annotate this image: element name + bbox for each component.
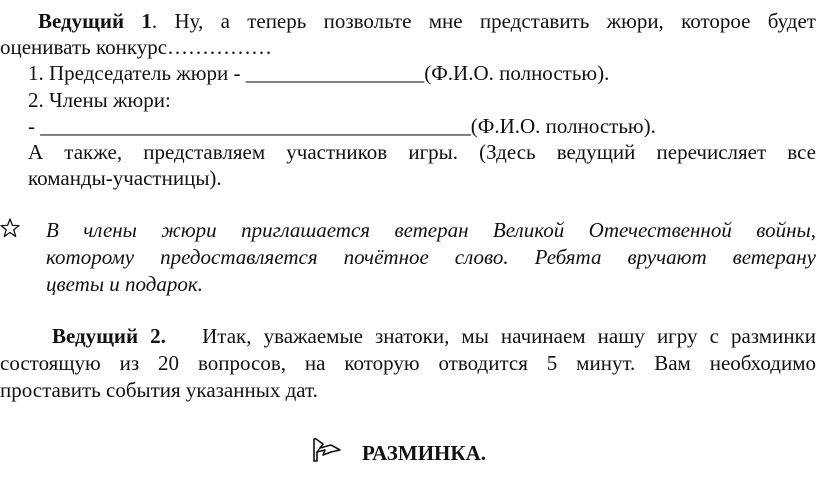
paragraph-host1-line2: оценивать конкурс…………… — [0, 35, 273, 59]
star-outline-icon — [0, 218, 20, 238]
paragraph-host1-line1 — [0, 8, 816, 34]
paragraph-host2-line3: проставить события указанных дат. — [0, 378, 318, 402]
jury-members-blank: - _________________________________________(Ф.И.О. полностью). — [28, 114, 656, 138]
veteran-note-line2: которому предоставляется почётное слово. Ребята вручают ветерану — [46, 245, 816, 269]
paragraph-host2-line2: состоящую из 20 вопросов, на которую отводится 5 минут. Вам необходимо — [0, 351, 816, 375]
paragraph-host2-line1 — [0, 323, 816, 349]
participants-line1: А также, представляем участников игры. (Здесь ведущий перечисляет все — [28, 140, 816, 164]
jury-chairman-item: 1. Председатель жюри - _________________(Ф.И.О. полностью). — [28, 61, 610, 85]
veteran-note-line1: В члены жюри приглашается ветеран Великой Отечественной войны, — [46, 218, 816, 242]
host1-text: . Ну, а теперь позвольте мне представить жюри, которое будет — [151, 9, 816, 33]
section-heading: РАЗМИНКА. — [362, 441, 487, 465]
host2-label: Ведущий 2. — [52, 324, 166, 348]
host2-text: Итак, уважаемые знатоки, мы начинаем нашу игру с разминки — [202, 324, 816, 348]
veteran-note-line3: цветы и подарок. — [46, 272, 203, 296]
host1-label: Ведущий 1 — [38, 9, 152, 33]
jury-members-item: 2. Члены жюри: — [28, 88, 171, 112]
pen-hand-icon — [311, 436, 343, 464]
participants-line2: команды-участницы). — [28, 166, 222, 190]
